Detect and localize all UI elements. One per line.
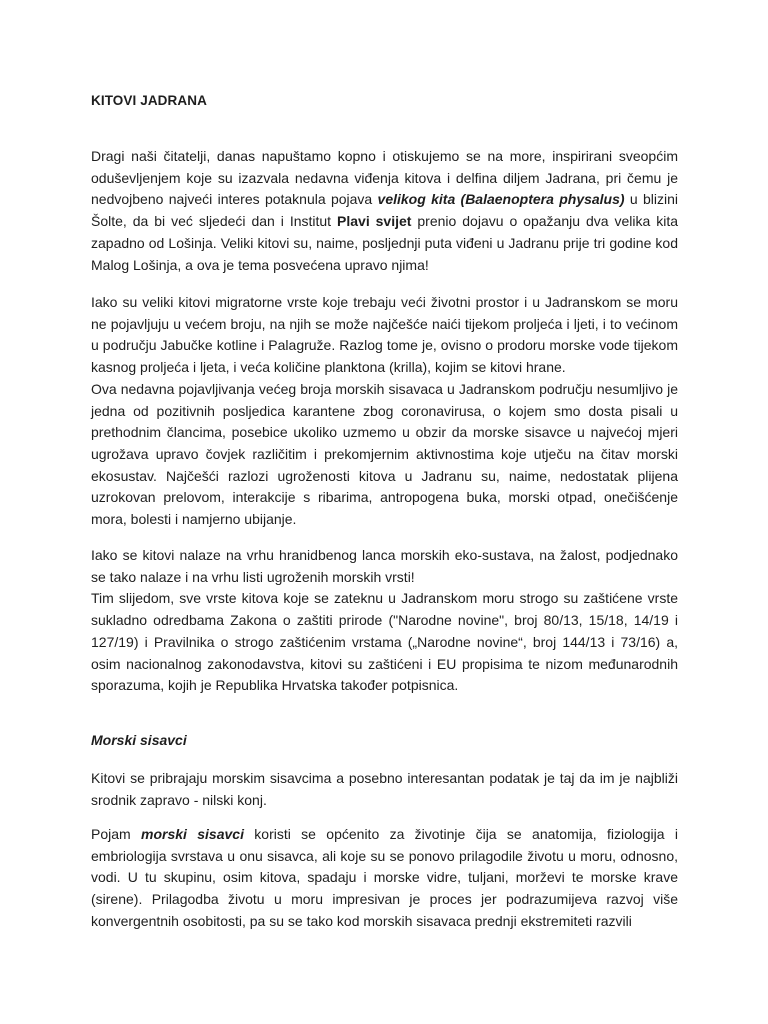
- institute-name: Plavi svijet: [337, 213, 412, 230]
- relative-text: Kitovi se pribrajaju morskim sisavcima a posebno interesantan podatak je taj da im je najbliži srodnik zapravo - nilski konj.: [91, 770, 678, 808]
- document-title: KITOVI JADRANA: [91, 93, 207, 108]
- definition-text-2: koristi se općenito za životinje čija se anatomija, fiziologija i embriologija svrstava u onu sisavca, ali koje su se ponovo prilagodile životu u moru, odnosno, vodi. U tu skupinu, osim kitova, spadaju i morske vidre, tuljani, morževi te morske krave (sirene). Prilagodba životu u moru impresivan je proces jer podrazumijeva razvoj više konvergentnih osobitosti, pa su se tako kod morskih sisavaca prednji ekstremiteti razvili: [91, 826, 678, 929]
- paragraph-protection: [91, 545, 678, 697]
- threats-text: Ova nedavna pojavljivanja većeg broja morskih sisavaca u Jadranskom području nesumljivo je jedna od pozitivnih posljedica karantene zbog coronavirusa, o kojem smo dosta pisali u prethodnim člancima, posebice ukoliko uzmemo u obzir da morske sisavce u najvećoj mjeri ugrožava upravo čovjek različitim i prekomjernim aktivnostima koje utječu na čitav morski ekosustav. Najčešći razlozi ugroženosti kitova u Jadranu su, naime, nedostatak plijena uzrokovan prelovom, interakcije s ribarima, antropogena buka, morski otpad, onečišćenje mora, bolesti i namjerno ubijanje.: [91, 380, 678, 528]
- whale-species-emphasis: velikog kita (Balaenoptera physalus): [377, 191, 625, 208]
- paragraph-intro: [91, 146, 678, 276]
- term-emphasis: morski sisavci: [141, 826, 244, 842]
- intro-text-1: Dragi naši čitatelji, danas napuštamo kopno i otiskujemo se na more, inspirirani sveopćim oduševljenjem koje su izazvala nedavna viđenja kitova i delfina diljem Jadrana, pri čemu je nedvojbeno najveći interes potaknula pojava: [91, 148, 678, 208]
- intro-text-2: u blizini Šolte, da bi već sljedeći dan i Institut: [91, 191, 678, 230]
- migration-text: Iako su veliki kitovi migratorne vrste koje trebaju veći životni prostor i u Jadranskom se moru ne pojavljuju u većem broju, na njih se može najčešće naići tijekom proljeća i ljeti, i to većinom u području Jabučke kotline i Palagruže. Razlog tome je, ovisno o prodoru morske vode tijekom kasnog proljeća i ljeta, i veća količine planktona (krilla), kojim se kitovi hrane.: [91, 294, 678, 376]
- paragraph-relative: [91, 768, 678, 811]
- section-heading-morski-sisavci: Morski sisavci: [91, 732, 187, 748]
- paragraph-migration: [91, 292, 678, 531]
- definition-text-1: Pojam: [91, 826, 142, 842]
- paragraph-definition: [91, 824, 678, 933]
- intro-text-3: prenio dojavu o opažanju dva velika kita zapadno od Lošinja. Veliki kitovi su, naime, posljednji puta viđeni u Jadranu prije tri godine kod Malog Lošinja, a ova je tema posvećena upravo njima!: [91, 213, 678, 273]
- legislation-text: Tim slijedom, sve vrste kitova koje se zateknu u Jadranskom moru strogo su zaštićene vrste sukladno odredbama Zakona o zaštiti prirode ("Narodne novine", broj 80/13, 15/18, 14/19 i 127/19) i Pravilnika o strogo zaštićenim vrstama („Narodne novine“, broj 144/13 i 73/16) a, osim nacionalnog zakonodavstva, kitovi su zaštićeni i EU propisima te nizom međunarodnih sporazuma, kojih je Republika Hrvatska također potpisnica.: [91, 590, 678, 694]
- food-chain-text: Iako se kitovi nalaze na vrhu hranidbenog lanca morskih eko-sustava, na žalost, podjednako se tako nalaze i na vrhu listi ugroženih morskih vrsti!: [91, 547, 678, 585]
